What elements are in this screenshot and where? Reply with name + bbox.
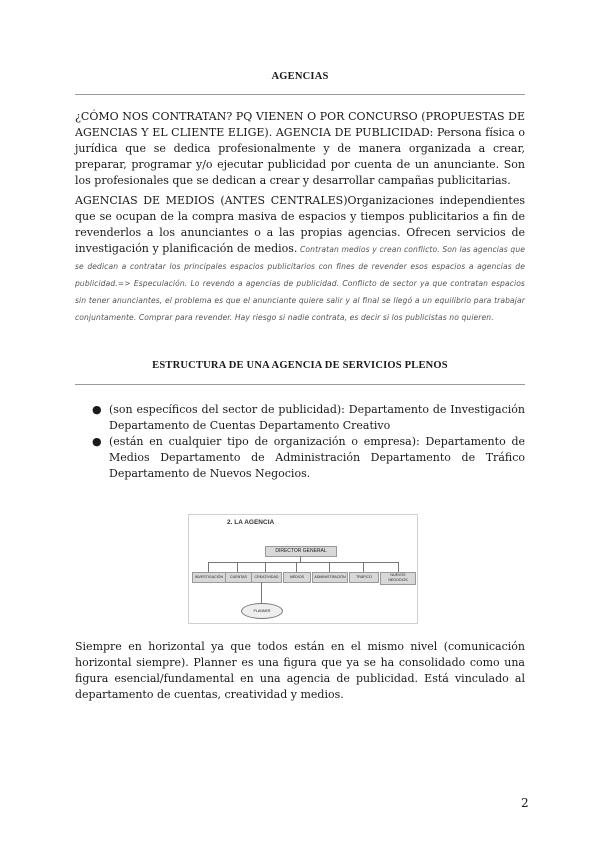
paragraph-agencia-publicidad: ¿CÓMO NOS CONTRATAN? PQ VIENEN O POR CONCURSO (PROPUESTAS DE AGENCIAS Y EL CLIENTE ELIGE). AGENCIA DE PUBLICIDAD: Persona física o jurídica que se dedica profesionalmente y de manera organizada a crear, preparar, programar y/o ejecutar publicidad por cuenta de un anunciante. Son los profesionales que se dedican a crear y desarrollar campañas publicitarias. [75,110,525,187]
paragraph-agencias-medios-text: AGENCIAS DE MEDIOS (ANTES CENTRALES)Organizaciones independientes que se ocupan de la compra masiva de espacios y tiempos publicitarios a fin de revenderlos a los anunciantes o a las propias agencias. Ofrecen servicios de investigación y planificación de medios. [75,194,525,255]
heading-estructura: ESTRUCTURA DE UNA AGENCIA DE SERVICIOS PLENOS [152,360,448,371]
handwritten-note: Contratan medios y crean conflicto. Son las agencias que se dedican a contratar los principales espacios publicitarios con fines de revender esos espacios a agencias de publicidad.=> Especulación. Lo revendo a agencias de publicidad. Conflicto de sector ya que contratan espacios sin tener anunciantes, el problema es que el anunciante quiere salir y al final se llegó a un equilibrio para trabajar conjuntamente. Comprar para revender. Hay riesgo si nadie contrata, es decir si los publicistas no quieren. [75,245,525,322]
org-box-department: ADMINISTRACIÓN [312,572,348,583]
org-connector [329,562,330,572]
heading-agencias: AGENCIAS [271,71,329,82]
bullet-icon: ● [92,435,102,448]
heading-rule-2 [75,384,525,385]
org-box-director: DIRECTOR GENERAL [265,546,337,557]
org-connector [265,562,266,572]
org-connector [363,562,364,572]
org-box-department: NUEVOS NEGOCIOS [380,572,416,585]
org-connector [208,562,209,572]
org-chart-image [188,514,418,624]
org-connector [398,562,399,572]
org-box-department: MEDIOS [283,572,311,583]
org-connector [296,562,297,572]
org-connector [237,562,238,572]
org-box-department: INVESTIGACIÓN [192,572,226,583]
list-item-text: (están en cualquier tipo de organización o empresa): Departamento de Medios Departamento de Administración Departamento de Tráfico Departamento de Nuevos Negocios. [109,435,525,480]
org-planner-ellipse: PLANNER [241,603,283,619]
list-item-text: (son específicos del sector de publicidad): Departamento de Investigación Departamento de Cuentas Departamento Creativo [109,403,525,432]
org-connector [261,582,262,603]
heading-rule [75,94,525,95]
department-list [92,402,525,482]
bullet-icon: ● [92,403,102,416]
org-box-department: CUENTAS [225,572,252,583]
org-box-department: TRÁFICO [349,572,379,583]
org-chart-title: 2. LA AGENCIA [227,519,275,526]
list-item [92,434,525,482]
list-item [92,402,525,434]
paragraph-agencias-medios [75,193,525,326]
org-box-department: CREATIVIDAD [251,572,282,583]
page-number: 2 [521,796,529,810]
paragraph-planner: Siempre en horizontal ya que todos están en el mismo nivel (comunicación horizontal siempre). Planner es una figura que ya se ha consolidado como una figura esencial/fundamental en una agencia de publicidad. Está vinculado al departamento de cuentas, creatividad y medios. [75,640,525,701]
